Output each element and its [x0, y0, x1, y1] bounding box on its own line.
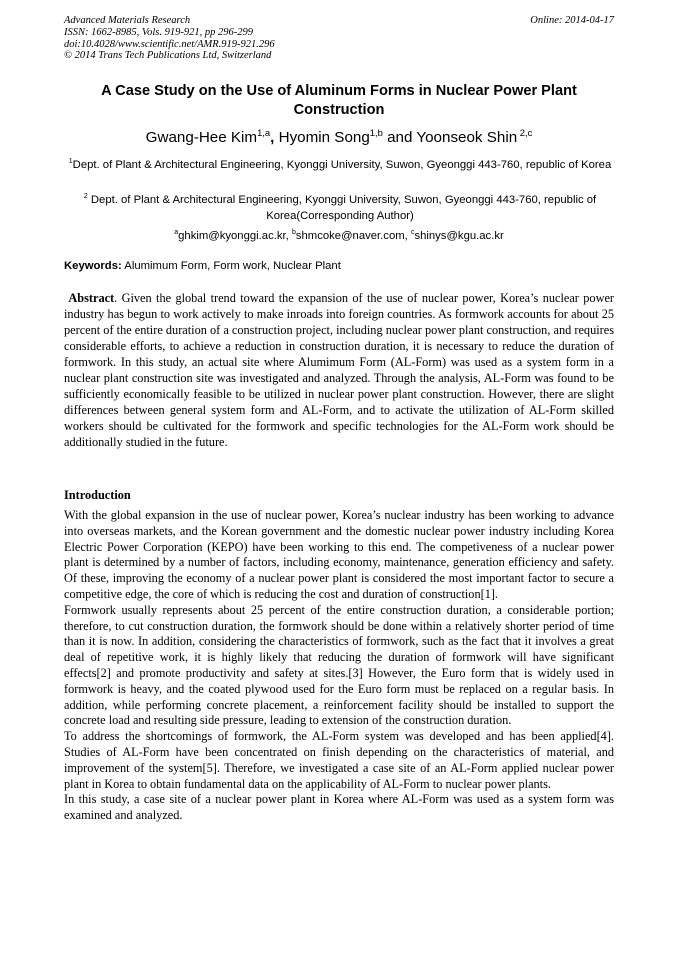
- journal-name: Advanced Materials Research: [64, 15, 191, 26]
- online-date: Online: 2014-04-17: [530, 15, 614, 26]
- author-superscript: 1,b: [369, 126, 383, 138]
- body-paragraph: In this study, a case site of a nuclear power plant in Korea where AL-Form was used as a system form was examined and analyzed.: [64, 792, 614, 823]
- body-paragraph: To address the shortcomings of formwork, the AL-Form system was developed and has been applied[4]. Studies of AL-Form have been concentrated on finish depending on the characteristics of material, and improvement of the system[5]. Therefore, we investigated a case site of an AL-Form applied nuclear power plant in Korea to obtain fundamental data on the applicability of AL-Form to nuclear power plants.: [64, 729, 614, 791]
- affiliation-marker: 1: [68, 158, 73, 166]
- copyright-line: © 2014 Trans Tech Publications Ltd, Switzerland: [64, 50, 272, 62]
- body-paragraph: Formwork usually represents about 25 percent of the entire construction duration, a considerable portion; therefore, to cut construction duration, the formwork should be done within a relatively shorter period of time than it is now. In addition, considering the characteristics of formwork, such as the fact that it involves a great deal of repetitive work, it is highly likely that reducing the duration of formwork will have significant effects[2] and promote productivity and safety at sites.[3] However, the Euro form that is widely used in formwork is heavy, and the coated plywood used for the Euro form must be replaced on a regular basis. In addition, while performing concrete placement, a reinforcement facility should be installed to support the concrete load and resulting side pressure, leading to extension of the construction duration.: [64, 602, 614, 728]
- author-name: Gwang-Hee Kim: [145, 129, 258, 146]
- keywords-label: Keywords:: [64, 260, 122, 272]
- abstract-paragraph: [64, 290, 614, 450]
- affiliation-marker: 2: [83, 193, 88, 201]
- email-address: ghkim@kyonggi.ac.kr,: [178, 230, 292, 242]
- email-marker: a: [174, 229, 179, 237]
- author-name: Yoonseok Shin: [416, 129, 518, 146]
- author-separator: ,: [270, 129, 279, 146]
- author-name: Hyomin Song: [278, 129, 370, 146]
- keywords-line: [64, 259, 616, 274]
- email-address: shmcoke@naver.com,: [295, 230, 411, 242]
- abstract-label: Abstract: [68, 291, 115, 305]
- abstract-text: . Given the global trend toward the expansion of the use of nuclear power, Korea’s nuclear power industry has begun to work actively to make inroads into foreign countries. As formwork accounts for about 25 percent of the entire duration of a construction project, including nuclear power plant construction, and requires considerable efforts, to achieve a reduction in construction duration, it is necessary to reduce the duration of formwork. In this study, an actual site where Alumimum Form (AL-Form) was used as a system form in a nuclear plant construction site was investigated and analyzed. Through the analysis, AL-Form was found to be sufficiently economically feasible to be utilized in nuclear power plant construction. However, there are slight differences between general system form and AL-Form, and to activate the utilization of AL-Form skilled workers should be cultivated for the formwork and specific technologies for the AL-Form work should be additionally studied in the future.: [64, 291, 615, 449]
- section-heading-introduction: Introduction: [64, 488, 131, 502]
- email-list: [64, 229, 614, 244]
- affiliation-text: Dept. of Plant & Architectural Engineering, Kyonggi University, Suwon, Gyeonggi 443-760, republic of Korea: [72, 159, 612, 171]
- email-marker: b: [291, 229, 296, 237]
- author-separator: and: [382, 129, 417, 146]
- doi-line: doi:10.4028/www.scientific.net/AMR.919-921.296: [64, 38, 275, 50]
- author-list: [64, 126, 614, 147]
- affiliation-2: [64, 193, 616, 224]
- running-header: [64, 15, 275, 62]
- body-paragraph: With the global expansion in the use of nuclear power, Korea’s nuclear industry has been working to advance into overseas markets, and the Korean government and the domestic nuclear power industry including Korea Electric Power Corporation (KEPO) have been working to this end. The competiveness of a nuclear power plant is determined by a number of factors, including economy, maintenance, generation efficiency and safety. Of these, improving the economy of a nuclear power plant is considered the most important factor to secure a competitive edge, the core of which is reducing the cost and duration of construction[1].: [64, 508, 614, 601]
- author-superscript: 2,c: [517, 126, 533, 138]
- affiliation-1: [64, 158, 616, 174]
- paper-title: A Case Study on the Use of Aluminum Forms in Nuclear Power Plant Construction: [101, 83, 577, 118]
- introduction-body: [64, 508, 614, 824]
- issn-line: ISSN: 1662-8985, Vols. 919-921, pp 296-299: [64, 26, 253, 38]
- email-marker: c: [410, 229, 415, 237]
- email-address: shinys@kgu.ac.kr: [414, 230, 504, 242]
- affiliation-text: Dept. of Plant & Architectural Engineering, Kyonggi University, Suwon, Gyeonggi 443-760, republic of Korea(Corresponding Author): [87, 194, 597, 222]
- author-superscript: 1,a: [257, 126, 271, 138]
- keywords-text: Alumimum Form, Form work, Nuclear Plant: [121, 260, 341, 272]
